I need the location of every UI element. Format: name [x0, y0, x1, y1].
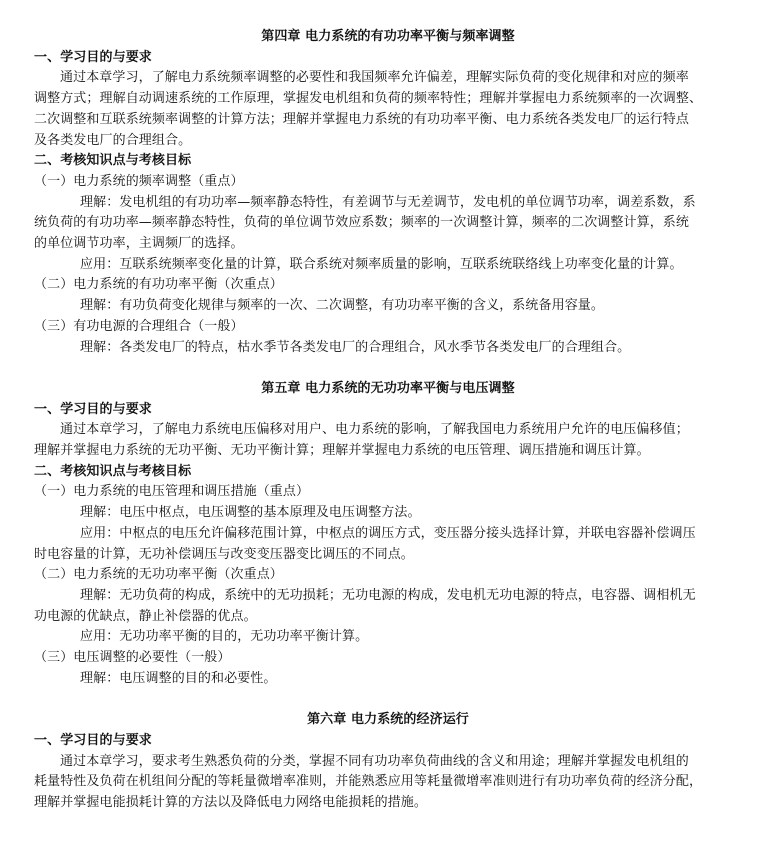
ch5-sub2-line: 理解：无功负荷的构成，系统中的无功损耗；无功电源的构成，发电机无功电源的特点，电容器、调相机无: [80, 587, 696, 603]
ch5-sub1-apply-line: 应用：中枢点的电压允许偏移范围计算，中枢点的调压方式，变压器分接头选择计算，并联电容器补偿调压: [80, 525, 696, 541]
ch6-s1-paragraph-line: 理解并掌握电能损耗计算的方法以及降低电力网络电能损耗的措施。: [34, 794, 428, 810]
spacer: [34, 689, 742, 710]
ch4-sub1-line: 统负荷的有功功率—频率静态特性，负荷的单位调节效应系数；频率的一次调整计算，频率的二次调整计算，系统: [34, 215, 690, 231]
ch4-section-1-heading: 一、学习目的与要求: [34, 49, 152, 65]
chapter-6-title: 第六章 电力系统的经济运行: [307, 712, 469, 728]
ch5-sub1-line: 理解：电压中枢点，电压调整的基本原理及电压调整方法。: [80, 505, 421, 521]
ch4-section-2-heading: 二、考核知识点与考核目标: [34, 153, 192, 169]
ch4-subsection-3-title: （三）有功电源的合理组合（一般）: [34, 318, 244, 334]
ch5-s1-paragraph-line: 通过本章学习，了解电力系统电压偏移对用户、电力系统的影响，了解我国电力系统用户允许的电压偏移值；: [60, 422, 689, 438]
ch5-s1-paragraph-line: 理解并掌握电力系统的无功平衡、无功平衡计算；理解并掌握电力系统的电压管理、调压措施和调压计算。: [34, 443, 650, 459]
ch4-sub1-apply-line: 应用：互联系统频率变化量的计算，联合系统对频率质量的影响，互联系统联络线上功率变化量的计算。: [80, 256, 683, 272]
ch5-subsection-1-title: （一）电力系统的电压管理和调压措施（重点）: [34, 484, 310, 500]
chapter-5-title: 第五章 电力系统的无功功率平衡与电压调整: [261, 380, 515, 396]
chapter-4-title: 第四章 电力系统的有功功率平衡与频率调整: [261, 29, 515, 44]
ch4-sub1-line: 的单位调节功率，主调频厂的选择。: [34, 236, 244, 252]
ch6-s1-paragraph-line: 耗量特性及负荷在机组间分配的等耗量微增率准则，并能熟悉应用等耗量微增率准则进行有功功率负荷的经济分配，: [34, 774, 703, 790]
ch4-subsection-2-title: （二）电力系统的有功功率平衡（次重点）: [34, 277, 283, 293]
ch4-sub2-line: 理解：有功负荷变化规律与频率的一次、二次调整，有功功率平衡的含义，系统备用容量。: [80, 298, 605, 314]
ch5-section-1-heading: 一、学习目的与要求: [34, 401, 152, 417]
ch5-sub2-line: 功电源的优缺点，静止补偿器的优点。: [34, 608, 257, 624]
ch6-s1-paragraph-line: 通过本章学习，要求考生熟悉负荷的分类，掌握不同有功功率负荷曲线的含义和用途；理解并掌握发电机组的: [60, 753, 689, 769]
ch4-s1-paragraph-line: 及各类发电厂的合理组合。: [34, 132, 192, 148]
ch4-sub3-line: 理解：各类发电厂的特点，枯水季节各类发电厂的合理组合，风水季节各类发电厂的合理组合。: [80, 339, 631, 355]
ch5-section-2-heading: 二、考核知识点与考核目标: [34, 463, 192, 479]
ch4-s1-paragraph-line: 二次调整和互联系统频率调整的计算方法；理解并掌握电力系统的有功功率平衡、电力系统各类发电厂的运行特点: [34, 111, 690, 127]
spacer: [34, 358, 742, 379]
ch4-sub1-line: 理解：发电机组的有功功率—频率静态特性，有差调节与无差调节，发电机的单位调节功率，调差系数，系: [80, 194, 696, 210]
ch5-sub1-apply-line: 时电容量的计算，无功补偿调压与改变变压器变比调压的不同点。: [34, 546, 414, 562]
ch4-subsection-1-title: （一）电力系统的频率调整（重点）: [34, 173, 244, 189]
ch5-sub3-line: 理解：电压调整的目的和必要性。: [80, 670, 277, 686]
ch5-subsection-3-title: （三）电压调整的必要性（一般）: [34, 650, 231, 666]
ch6-section-1-heading: 一、学习目的与要求: [34, 732, 152, 748]
ch5-subsection-2-title: （二）电力系统的无功功率平衡（次重点）: [34, 567, 283, 583]
ch4-s1-paragraph-line: 通过本章学习，了解电力系统频率调整的必要性和我国频率允许偏差，理解实际负荷的变化规律和对应的频率: [60, 70, 689, 86]
ch5-sub2-apply-line: 应用：无功功率平衡的目的，无功功率平衡计算。: [80, 629, 369, 645]
ch4-s1-paragraph-line: 调整方式；理解自动调速系统的工作原理，掌握发电机组和负荷的频率特性；理解并掌握电力系统频率的一次调整、: [34, 91, 703, 107]
